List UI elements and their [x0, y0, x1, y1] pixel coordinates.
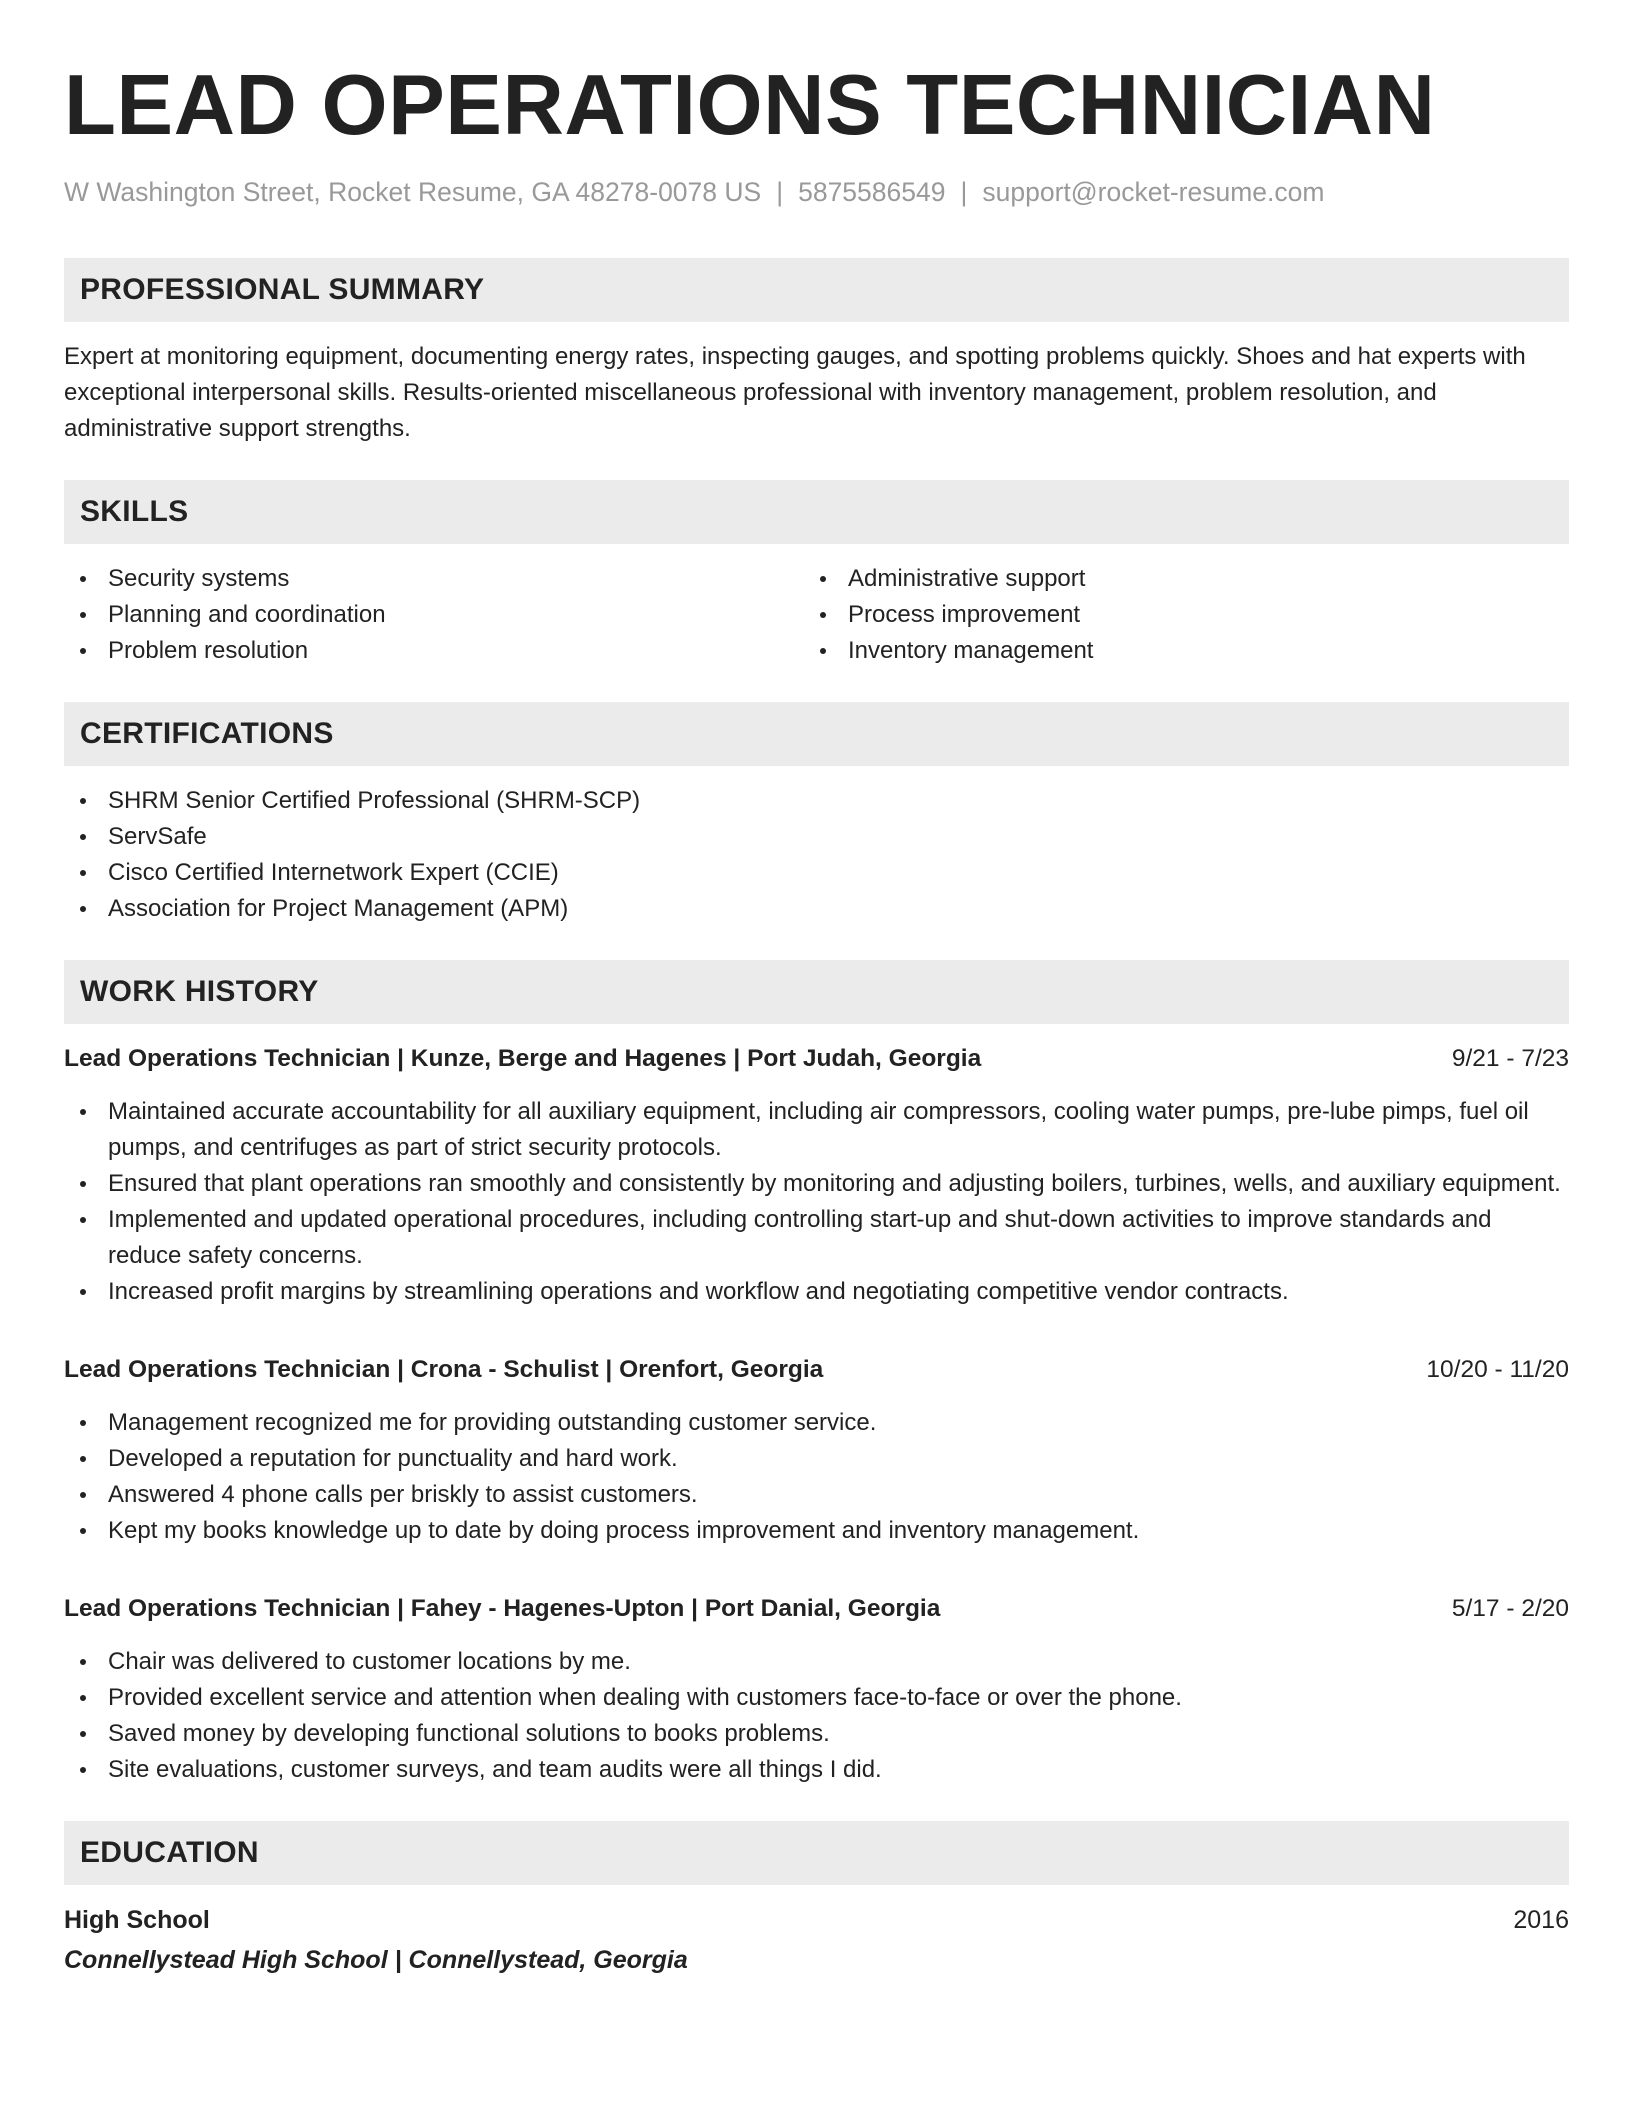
section-title-education: EDUCATION — [80, 1836, 259, 1869]
section-header-certifications — [64, 702, 1569, 766]
job-entry — [64, 1592, 1569, 1788]
job-bullet: Chair was delivered to customer locations by me. — [64, 1644, 1569, 1680]
section-header-education — [64, 1821, 1569, 1885]
education-degree: High School — [64, 1906, 210, 1934]
education-school: Connellystead High School | Connellystead, Georgia — [64, 1946, 688, 1974]
skills-list-right — [804, 561, 1544, 669]
job-dates: 9/21 - 7/23 — [1451, 1045, 1569, 1072]
job-bullet: Management recognized me for providing outstanding customer service. — [64, 1405, 1569, 1441]
job-bullets — [64, 1094, 1569, 1310]
section-header-skills — [64, 480, 1569, 544]
certification-item: Cisco Certified Internetwork Expert (CCIE) — [64, 855, 1569, 891]
skills-columns — [64, 561, 1569, 669]
job-entry — [64, 1042, 1569, 1310]
job-bullet: Increased profit margins by streamlining operations and workflow and negotiating competitive vendor contracts. — [64, 1274, 1569, 1310]
skill-item: Security systems — [64, 561, 804, 597]
skill-item: Administrative support — [804, 561, 1544, 597]
section-title-work-history: WORK HISTORY — [80, 975, 319, 1008]
certification-item: SHRM Senior Certified Professional (SHRM-SCP) — [64, 783, 1569, 819]
contact-separator: | — [776, 177, 784, 207]
section-header-summary — [64, 258, 1569, 322]
job-heading-row — [64, 1592, 1569, 1626]
job-bullet: Kept my books knowledge up to date by doing process improvement and inventory management. — [64, 1513, 1569, 1549]
certification-item: Association for Project Management (APM) — [64, 891, 1569, 927]
job-entry — [64, 1353, 1569, 1549]
certification-item: ServSafe — [64, 819, 1569, 855]
contact-separator: | — [960, 177, 968, 207]
contact-line — [64, 175, 1569, 209]
contact-email: support@rocket-resume.com — [982, 177, 1325, 207]
section-title-certifications: CERTIFICATIONS — [80, 717, 334, 750]
job-dates: 10/20 - 11/20 — [1426, 1356, 1569, 1383]
job-title: Lead Operations Technician | Fahey - Hagenes-Upton | Port Danial, Georgia — [64, 1595, 941, 1622]
section-title-summary: PROFESSIONAL SUMMARY — [80, 273, 485, 306]
summary-text: Expert at monitoring equipment, documenting energy rates, inspecting gauges, and spotting problems quickly. Shoes and hat experts with exceptional interpersonal skills. Results-oriented miscellaneous professional with inventory management, problem resolution, and administrative support strengths. — [64, 343, 1526, 442]
skill-item: Inventory management — [804, 633, 1544, 669]
job-heading-row — [64, 1042, 1569, 1076]
contact-address: W Washington Street, Rocket Resume, GA 48278-0078 US — [64, 177, 762, 207]
skill-item: Planning and coordination — [64, 597, 804, 633]
job-bullet: Ensured that plant operations ran smoothly and consistently by monitoring and adjusting boilers, turbines, wells, and auxiliary equipment. — [64, 1166, 1569, 1202]
job-bullet: Provided excellent service and attention when dealing with customers face-to-face or over the phone. — [64, 1680, 1569, 1716]
skill-item: Process improvement — [804, 597, 1544, 633]
education-year: 2016 — [1513, 1906, 1569, 1934]
job-bullet: Saved money by developing functional solutions to books problems. — [64, 1716, 1569, 1752]
job-title: Lead Operations Technician | Kunze, Berge and Hagenes | Port Judah, Georgia — [64, 1045, 982, 1072]
contact-phone: 5875586549 — [798, 177, 946, 207]
job-heading-row — [64, 1353, 1569, 1387]
job-bullet: Developed a reputation for punctuality and hard work. — [64, 1441, 1569, 1477]
job-bullet: Answered 4 phone calls per briskly to assist customers. — [64, 1477, 1569, 1513]
skills-list-left — [64, 561, 804, 669]
job-bullet: Implemented and updated operational procedures, including controlling start-up and shut-down activities to improve standards and reduce safety concerns. — [64, 1202, 1569, 1274]
job-bullets — [64, 1644, 1569, 1788]
education-heading-row — [64, 1903, 1569, 1937]
section-header-work-history — [64, 960, 1569, 1024]
job-bullets — [64, 1405, 1569, 1549]
job-bullet: Site evaluations, customer surveys, and team audits were all things I did. — [64, 1752, 1569, 1788]
job-title: Lead Operations Technician | Crona - Schulist | Orenfort, Georgia — [64, 1356, 824, 1383]
resume-name: LEAD OPERATIONS TECHNICIAN — [64, 58, 1436, 153]
certifications-list — [64, 783, 1569, 927]
section-title-skills: SKILLS — [80, 495, 189, 528]
job-bullet: Maintained accurate accountability for all auxiliary equipment, including air compressors, cooling water pumps, pre-lube pimps, fuel oil pumps, and centrifuges as part of strict security protocols. — [64, 1094, 1569, 1166]
job-dates: 5/17 - 2/20 — [1451, 1595, 1569, 1622]
skill-item: Problem resolution — [64, 633, 804, 669]
